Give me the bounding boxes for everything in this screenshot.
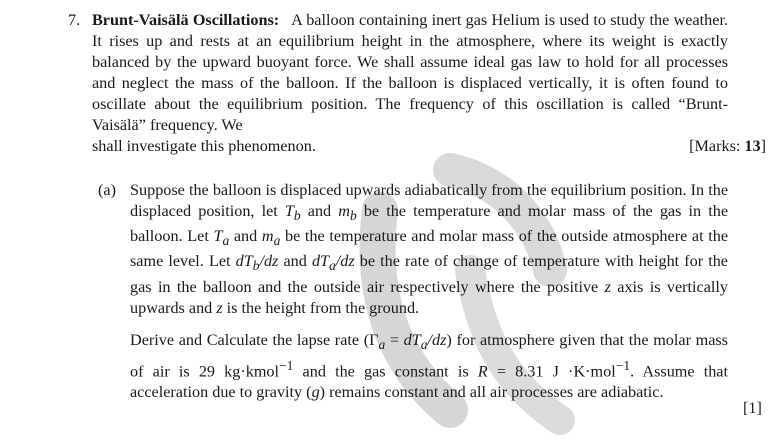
- part-a-label: (a): [98, 181, 116, 199]
- marks-value: 13: [744, 137, 761, 155]
- subscript-b: b: [349, 208, 357, 224]
- symbol-gamma: Γ: [369, 330, 379, 349]
- symbol-per-dz: /dz: [427, 330, 447, 349]
- symbol-z: z: [216, 298, 223, 317]
- p2-text-a: Derive and Calculate the lapse rate (: [130, 330, 370, 349]
- question-last-line-text: shall investigate this phenomenon.: [92, 137, 316, 155]
- symbol-z: z: [604, 277, 611, 296]
- question-number: 7.: [68, 11, 81, 29]
- p1-text-c: be the temperature and molar mass of the gas in the balloon. Let: [130, 202, 729, 246]
- p1-text-d: and: [229, 227, 262, 246]
- p1-text-b: and: [300, 202, 339, 220]
- subscript-a: a: [222, 233, 230, 249]
- p1-text-g: be the rate of change of temperature with height for the gas in the balloon and the outside air respectively where the positive: [130, 252, 728, 296]
- part-a-paragraph-1: [130, 180, 728, 319]
- subscript-b: b: [293, 208, 301, 224]
- p1-text-e: be the temperature and molar mass of the outside atmosphere at the same level. Let: [130, 227, 729, 271]
- exponent: −1: [615, 357, 631, 373]
- exponent: −1: [279, 357, 294, 373]
- subscript-b: b: [252, 258, 260, 274]
- subscript-a: a: [420, 336, 428, 352]
- marks-suffix: ]: [760, 137, 766, 155]
- marks-prefix: [Marks:: [689, 137, 745, 155]
- subscript-a: a: [378, 336, 386, 352]
- symbol-dT: dT: [311, 252, 330, 271]
- subscript-a: a: [273, 233, 281, 249]
- p1-text-h: axis is vertically upwards and: [130, 277, 729, 317]
- question-intro: [92, 10, 766, 157]
- part-a-marks: [1]: [743, 399, 762, 417]
- symbol-per-dz: /dz: [259, 252, 279, 271]
- symbol-m: m: [338, 202, 350, 220]
- question-title: Brunt-Vaisälä Oscillations:: [92, 11, 280, 29]
- part-a-body: [130, 180, 728, 403]
- symbol-dT: dT: [235, 252, 253, 271]
- symbol-per-dz: /dz: [335, 252, 355, 271]
- symbol-g: g: [311, 383, 320, 402]
- p1-text-a: Suppose the balloon is displaced upwards adiabatically from the equilibrium position. In the displaced position, let: [130, 181, 728, 220]
- symbol-T: T: [284, 202, 294, 220]
- p2-text-d: = 8.31 J ·K·mol: [487, 362, 616, 381]
- question-last-line: [92, 136, 766, 157]
- subscript-a: a: [329, 258, 336, 274]
- p1-text-f: and: [278, 252, 312, 271]
- p1-text-i: is the height from the ground.: [222, 298, 420, 317]
- symbol-dT: dT: [403, 330, 421, 349]
- p2-text-f: ) remains constant and all air processes are adiabatic.: [319, 383, 664, 402]
- symbol-m: m: [261, 227, 274, 246]
- question-intro-text: A balloon containing inert gas Helium is used to study the weather. It rises up and rests at an equilibrium height in the atmosphere, where its weight is exactly balanced by the upward buoyant force. We shall assume ideal gas law to hold for all processes and neglect the mass of the balloon. If the balloon is displaced vertically, it is often found to oscillate about the equilibrium position. The frequency of this oscillation is called “Brunt-Vaisälä” frequency. We: [92, 11, 728, 134]
- p2-text-e: . Assume that acceleration due to gravity (: [130, 362, 728, 402]
- p2-text-c: and the gas constant is: [293, 362, 478, 381]
- question-marks: [689, 136, 766, 157]
- symbol-T: T: [213, 227, 223, 246]
- p2-equals: =: [385, 330, 404, 349]
- part-a-paragraph-2: [130, 330, 728, 404]
- p2-text-b: ) for atmosphere given that the molar mass of air is 29 kg·kmol: [130, 330, 728, 381]
- symbol-R: R: [477, 362, 488, 381]
